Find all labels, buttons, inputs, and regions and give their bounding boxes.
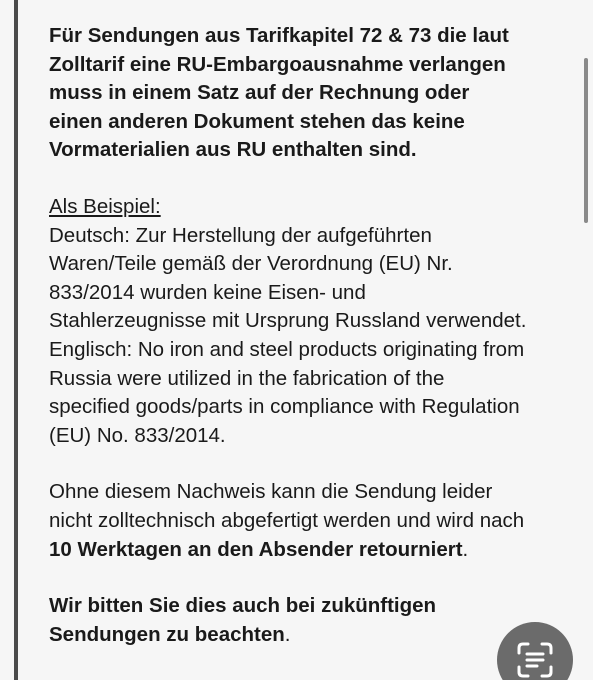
- closing-paragraph: [49, 592, 579, 649]
- example-line: Russia were utilized in the fabrication of the: [49, 366, 445, 390]
- example-line: Deutsch: Zur Herstellung der aufgeführten: [49, 223, 432, 247]
- notice-line: [49, 536, 579, 565]
- example-line: (EU) No. 833/2014.: [49, 423, 226, 447]
- example-line: Waren/Teile gemäß der Verordnung (EU) Nr.: [49, 252, 453, 276]
- message-content: [49, 22, 579, 649]
- spacer: [49, 450, 579, 478]
- example-line: specified goods/parts in compliance with Regulation: [49, 395, 520, 419]
- spacer: [49, 564, 579, 592]
- closing-line-end: .: [284, 622, 291, 646]
- notice-line-end: .: [462, 537, 469, 561]
- spacer: [49, 165, 579, 193]
- text-scan-icon: [515, 640, 555, 680]
- notice-emphasis: 10 Werktagen an den Absender retourniert: [49, 537, 463, 561]
- intro-line: Für Sendungen aus Tarifkapitel 72 & 73 die laut: [49, 24, 509, 47]
- example-paragraph: [49, 193, 579, 450]
- notice-paragraph: [49, 478, 579, 564]
- example-line: Stahlerzeugnisse mit Ursprung Russland verwendet.: [49, 309, 527, 333]
- intro-paragraph: [49, 22, 579, 165]
- notice-line: nicht zolltechnisch abgefertigt werden und wird nach: [49, 508, 525, 532]
- notice-line: Ohne diesem Nachweis kann die Sendung leider: [49, 480, 493, 504]
- intro-line: Vormaterialien aus RU enthalten sind.: [49, 138, 417, 162]
- scrollbar[interactable]: [584, 58, 588, 223]
- example-line: 833/2014 wurden keine Eisen- und: [49, 280, 366, 304]
- intro-line: muss in einem Satz auf der Rechnung oder: [49, 81, 470, 105]
- example-line: Englisch: No iron and steel products originating from: [49, 337, 525, 361]
- intro-line: Zolltarif eine RU-Embargoausnahme verlangen: [49, 52, 506, 76]
- closing-emphasis: Sendungen zu beachten: [49, 622, 285, 646]
- closing-line: Wir bitten Sie dies auch bei zukünftigen: [49, 594, 437, 618]
- intro-line: einen anderen Dokument stehen das keine: [49, 109, 465, 133]
- quote-border: [14, 0, 18, 680]
- example-heading: Als Beispiel:: [49, 194, 161, 218]
